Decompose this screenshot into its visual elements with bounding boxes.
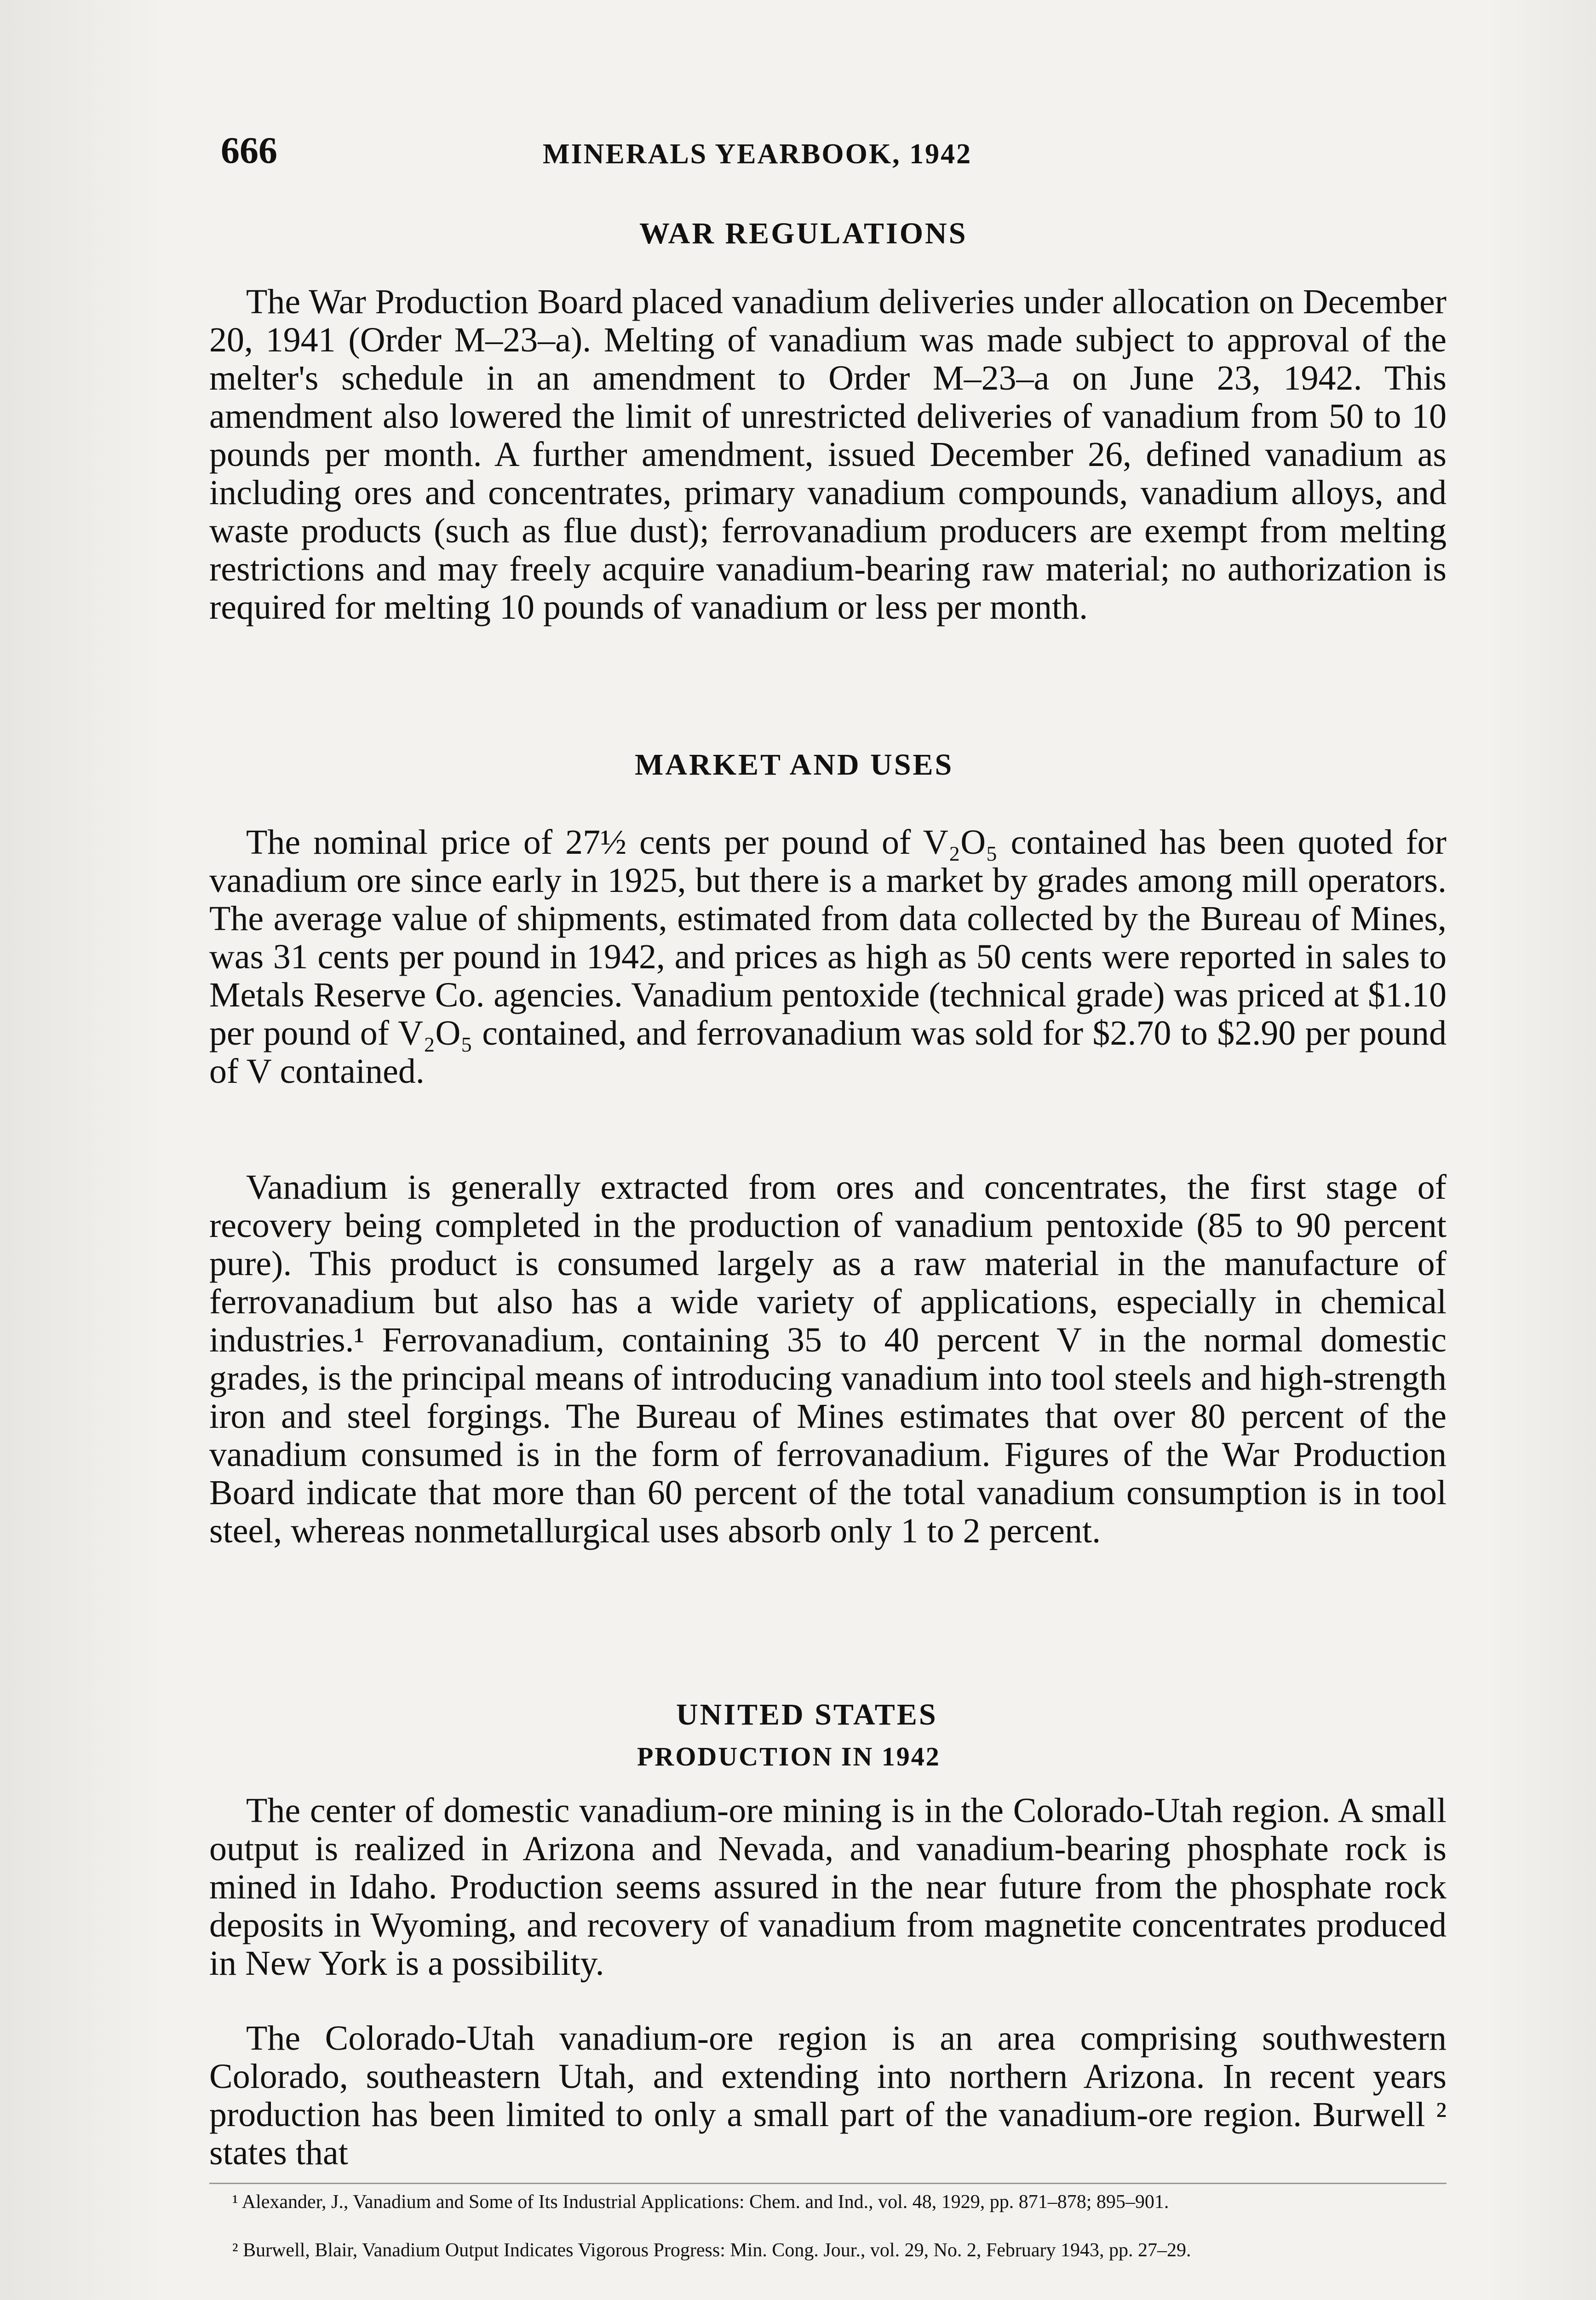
subheading-production-1942: PRODUCTION IN 1942 [637, 1742, 941, 1771]
paragraph-market-price: The nominal price of 27½ cents per pound of V₂O₅ contained has been quoted for vanadium ore since early in 1925, but there is a market by grades among mill operators. The average value of shipments, estimated from data collected by the Bureau of Mines, was 31 cents per pound in 1942, and prices as high as 50 cents were reported in sales to Metals Reserve Co. agencies. Vanadium pentoxide (technical grade) was priced at $1.10 per pound of V₂O₅ contained, and ferrovanadium was sold for $2.70 to $2.90 per pound of V contained. [209, 823, 1447, 1091]
page-number: 666 [221, 129, 277, 171]
paragraph-production-center: The center of domestic vanadium-ore mining is in the Colorado-Utah region. A small output is realized in Arizona and Nevada, and vanadium-bearing phosphate rock is mined in Idaho. Production seems assured in the near future from the phosphate rock deposits in Wyoming, and recovery of vanadium from magnetite concentrates produced in New York is a possibility. [209, 1791, 1447, 1983]
section-heading-market-and-uses: MARKET AND USES [635, 748, 954, 782]
paragraph-war-regulations: The War Production Board placed vanadium deliveries under allocation on December 20, 1941 (Order M–23–a). Melting of vanadium was made subject to approval of the melter's schedule in an amendment to Order M–23–a on June 23, 1942. This amendment also lowered the limit of unrestricted deliveries of vanadium from 50 to 10 pounds per month. A further amendment, issued December 26, defined vanadium as including ores and concentrates, primary vanadium compounds, vanadium alloys, and waste products (such as flue dust); ferrovanadium producers are exempt from melting restrictions and may freely acquire vanadium-bearing raw material; no authorization is required for melting 10 pounds of vanadium or less per month. [209, 282, 1447, 627]
footnote-divider [209, 2183, 1447, 2184]
footnote-1: ¹ Alexander, J., Vanadium and Some of Its Industrial Applications: Chem. and Ind., vol. 48, 1929, pp. 871–878; 895–901. [232, 2191, 1169, 2213]
paragraph-colorado-utah: The Colorado-Utah vanadium-ore region is an area comprising southwestern Colorado, southeastern Utah, and extending into northern Arizona. In recent years production has been limited to only a small part of the vanadium-ore region. Burwell ² states that [209, 2019, 1447, 2172]
running-title: MINERALS YEARBOOK, 1942 [543, 138, 972, 170]
section-heading-war-regulations: WAR REGULATIONS [639, 217, 968, 250]
page-shadow-left [0, 0, 166, 2300]
page-shadow-right [1486, 0, 1596, 2300]
paragraph-market-uses: Vanadium is generally extracted from ores and concentrates, the first stage of recovery being completed in the production of vanadium pentoxide (85 to 90 percent pure). This product is consumed largely as a raw material in the manufacture of ferrovanadium but also has a wide variety of applications, especially in chemical industries.¹ Ferrovanadium, containing 35 to 40 percent V in the normal domestic grades, is the principal means of introducing vanadium into tool steels and high-strength iron and steel forgings. The Bureau of Mines estimates that over 80 percent of the vanadium consumed is in the form of ferrovanadium. Figures of the War Production Board indicate that more than 60 percent of the total vanadium consumption is in tool steel, whereas nonmetallurgical uses absorb only 1 to 2 percent. [209, 1168, 1447, 1550]
section-heading-united-states: UNITED STATES [676, 1698, 938, 1731]
footnote-2: ² Burwell, Blair, Vanadium Output Indicates Vigorous Progress: Min. Cong. Jour., vol. 29, No. 2, February 1943, pp. 27–29. [232, 2240, 1191, 2261]
